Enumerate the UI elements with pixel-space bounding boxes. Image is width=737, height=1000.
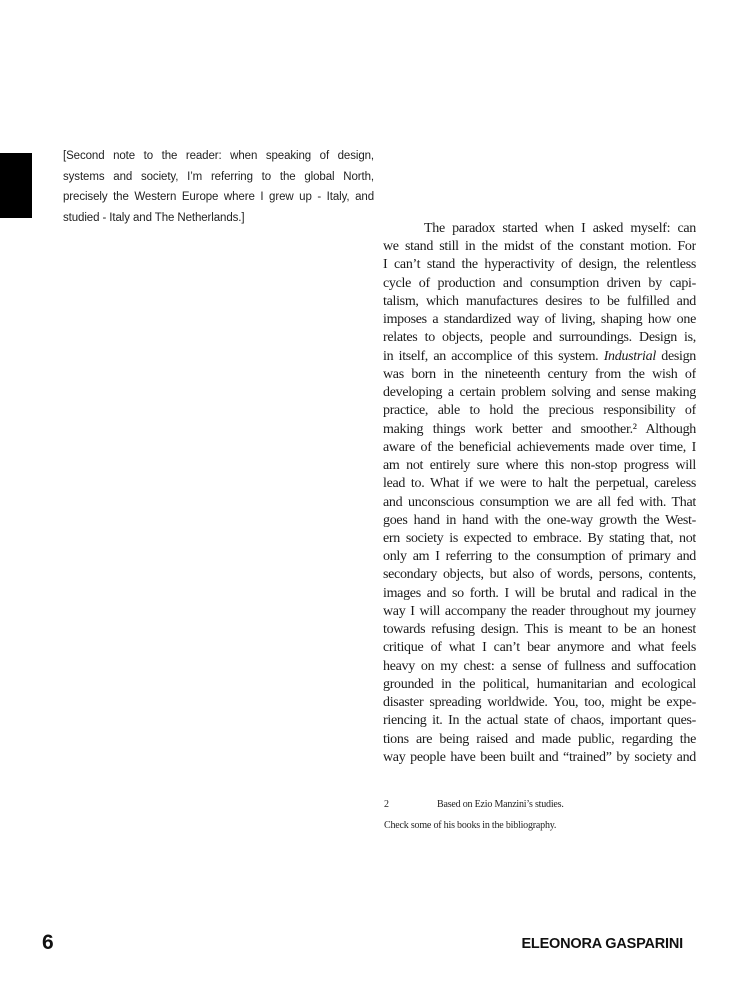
text-line: tions are being raised and made public, regarding the [383,731,696,747]
text-line: disaster spreading worldwide. You, too, might be expe- [383,695,696,711]
text-line: towards refusing design. This is meant to be an honest [383,622,696,638]
body-paragraph [383,220,696,767]
text-line: heavy on my chest: a sense of fullness and suffocation [383,658,696,674]
text-line: goes hand in hand with the one-way growth the West- [383,512,696,528]
text-line: precisely the Western Europe where I grew up - Italy, and [63,191,374,204]
text-line: we stand still in the midst of the constant motion. For [383,239,696,255]
text-line: lead to. What if we were to halt the perpetual, careless [383,476,696,492]
footnote-text: Based on Ezio Manzini’s studies. [437,799,564,810]
text-line: way people have been built and “trained” by society and [383,749,696,765]
text-line: secondary objects, but also of words, persons, contents, [383,567,696,583]
margin-block-marker [0,153,32,218]
text-line: in itself, an accomplice of this system. Industrial design [383,348,696,364]
text-line: relates to objects, people and surroundings. Design is, [383,330,696,346]
footnote-line [384,794,689,815]
text-line: images and so forth. I will be brutal and radical in the [383,585,696,601]
footnote [384,794,689,836]
author-running-footer: ELEONORA GASPARINI [521,936,683,952]
text-line: practice, able to hold the precious responsibility of [383,403,696,419]
text-line: only am I referring to the consumption of primary and [383,549,696,565]
text-line: I can’t stand the hyperactivity of design, the relentless [383,257,696,273]
text-line: imposes a standardized way of living, shaping how one [383,312,696,328]
text-line: way I will accompany the reader throughout my journey [383,603,696,619]
text-line: talism, which manufactures desires to be fulfilled and [383,293,696,309]
text-line: was born in the nineteenth century from the wish of [383,366,696,382]
text-line: systems and society, I’m referring to the global North, [63,170,374,183]
page-number: 6 [42,931,54,954]
text-line: grounded in the political, humanitarian and ecological [383,676,696,692]
text-line: ern society is expected to embrace. By stating that, not [383,530,696,546]
text-line: critique of what I can’t bear anymore and what feels [383,640,696,656]
text-line: and unconscious consumption we are all fed with. That [383,494,696,510]
footnote-line: Check some of his books in the bibliography. [384,820,557,831]
text-line: cycle of production and consumption driven by capi- [383,275,696,291]
text-line: making things work better and smoother.² Although [383,421,696,437]
text-line: am not entirely sure where this non-stop progress will [383,458,696,474]
reader-note [63,146,374,229]
text-line: aware of the beneficial achievements made over time, I [383,439,696,455]
text-line: developing a certain problem solving and sense making [383,385,696,401]
footnote-marker: 2 [384,799,389,810]
text-line: riencing it. In the actual state of chaos, important ques- [383,713,696,729]
text-line: studied - Italy and The Netherlands.] [63,212,245,225]
text-line: The paradox started when I asked myself: can [424,221,696,236]
text-line: [Second note to the reader: when speaking of design, [63,150,374,162]
